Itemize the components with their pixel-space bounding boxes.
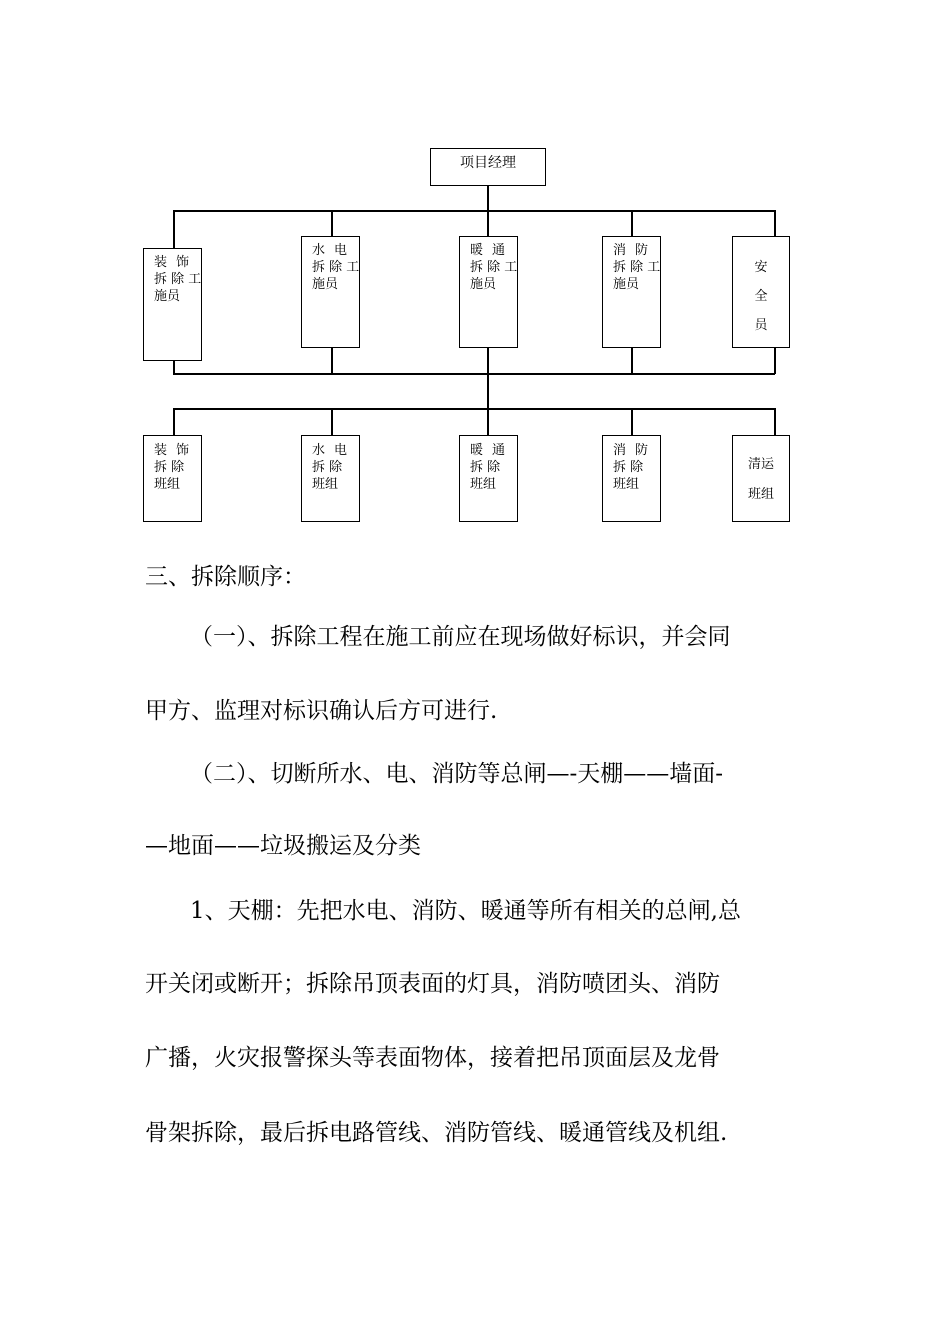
team-box-hvac	[459, 435, 518, 522]
team-box-water-electric	[301, 435, 360, 522]
connector-drop-3	[487, 210, 489, 236]
paragraph-2-line-1: （二）、切断所水、电、消防等总闸—-天棚——墙面-	[190, 761, 724, 787]
staff-char: 水	[312, 243, 326, 258]
team-box-decoration	[143, 435, 202, 522]
connector-up-5	[774, 347, 776, 374]
staff-line: 拆 除 工	[154, 272, 202, 287]
connector-drop-4	[631, 210, 633, 236]
team-line: 拆 除	[470, 460, 501, 475]
team-line: 班组	[154, 477, 181, 492]
connector-bottom-bus	[173, 408, 775, 410]
team-line: 清运	[747, 457, 774, 472]
connector-drop-2	[331, 210, 333, 236]
team-line: 班组	[470, 477, 497, 492]
staff-box-hvac	[459, 236, 518, 348]
team-char: 通	[492, 443, 506, 458]
team-box-cleanup	[732, 435, 790, 522]
team-char: 消	[613, 443, 627, 458]
project-manager-box	[430, 148, 546, 186]
paragraph-3-line-1: 1、天棚：先把水电、消防、暖通等所有相关的总闸,总	[190, 898, 741, 924]
staff-char: 消	[613, 243, 627, 258]
connector-drop-5	[774, 210, 776, 236]
staff-line: 拆 除 工	[613, 260, 661, 275]
connector-up-4	[631, 347, 633, 374]
staff-line: 施员	[312, 277, 339, 292]
staff-char: 员	[754, 318, 768, 333]
connector-team-1	[173, 408, 175, 435]
staff-char: 饰	[176, 255, 190, 270]
staff-box-water-electric	[301, 236, 360, 348]
team-char: 饰	[176, 443, 190, 458]
connector-team-2	[331, 408, 333, 435]
connector-team-4	[631, 408, 633, 435]
team-char: 装	[154, 443, 168, 458]
staff-char: 防	[635, 243, 649, 258]
paragraph-3-line-4: 骨架拆除，最后拆电路管线、消防管线、暖通管线及机组.	[145, 1120, 728, 1146]
staff-char: 电	[334, 243, 348, 258]
staff-char: 装	[154, 255, 168, 270]
team-line: 拆 除	[312, 460, 343, 475]
staff-box-safety	[732, 236, 790, 348]
team-char: 暖	[470, 443, 484, 458]
connector-top-vertical	[487, 186, 489, 210]
connector-drop-1	[173, 210, 175, 248]
connector-middle-bus	[173, 373, 775, 375]
paragraph-3-line-3: 广播，火灾报警探头等表面物体，接着把吊顶面层及龙骨	[145, 1045, 720, 1071]
staff-char: 通	[492, 243, 506, 258]
connector-team-3	[487, 408, 489, 435]
staff-char: 暖	[470, 243, 484, 258]
staff-line: 拆 除 工	[312, 260, 360, 275]
connector-team-5	[774, 408, 776, 435]
connector-up-2	[331, 347, 333, 374]
team-line: 拆 除	[154, 460, 185, 475]
project-manager-label: 项目经理	[460, 155, 516, 171]
paragraph-1-line-2: 甲方、监理对标识确认后方可进行.	[145, 698, 498, 724]
staff-line: 施员	[470, 277, 497, 292]
team-char: 电	[334, 443, 348, 458]
team-line: 拆 除	[613, 460, 644, 475]
staff-box-fire	[602, 236, 661, 348]
paragraph-3-line-2: 开关闭或断开；拆除吊顶表面的灯具，消防喷团头、消防	[145, 971, 720, 997]
staff-char: 安	[754, 260, 768, 275]
paragraph-1-line-1: （一）、拆除工程在施工前应在现场做好标识，并会同	[190, 624, 731, 650]
staff-line: 施员	[154, 289, 181, 304]
connector-top-bus	[173, 210, 775, 212]
team-line: 班组	[747, 487, 774, 502]
staff-line: 施员	[613, 277, 640, 292]
staff-line: 拆 除 工	[470, 260, 518, 275]
team-box-fire	[602, 435, 661, 522]
connector-up-3	[487, 347, 489, 409]
staff-box-decoration	[143, 248, 202, 361]
paragraph-2-line-2: —地面——垃圾搬运及分类	[145, 833, 421, 859]
staff-char: 全	[754, 289, 768, 304]
team-line: 班组	[613, 477, 640, 492]
team-char: 水	[312, 443, 326, 458]
team-char: 防	[635, 443, 649, 458]
section-heading: 三、拆除顺序：	[145, 564, 306, 590]
team-line: 班组	[312, 477, 339, 492]
